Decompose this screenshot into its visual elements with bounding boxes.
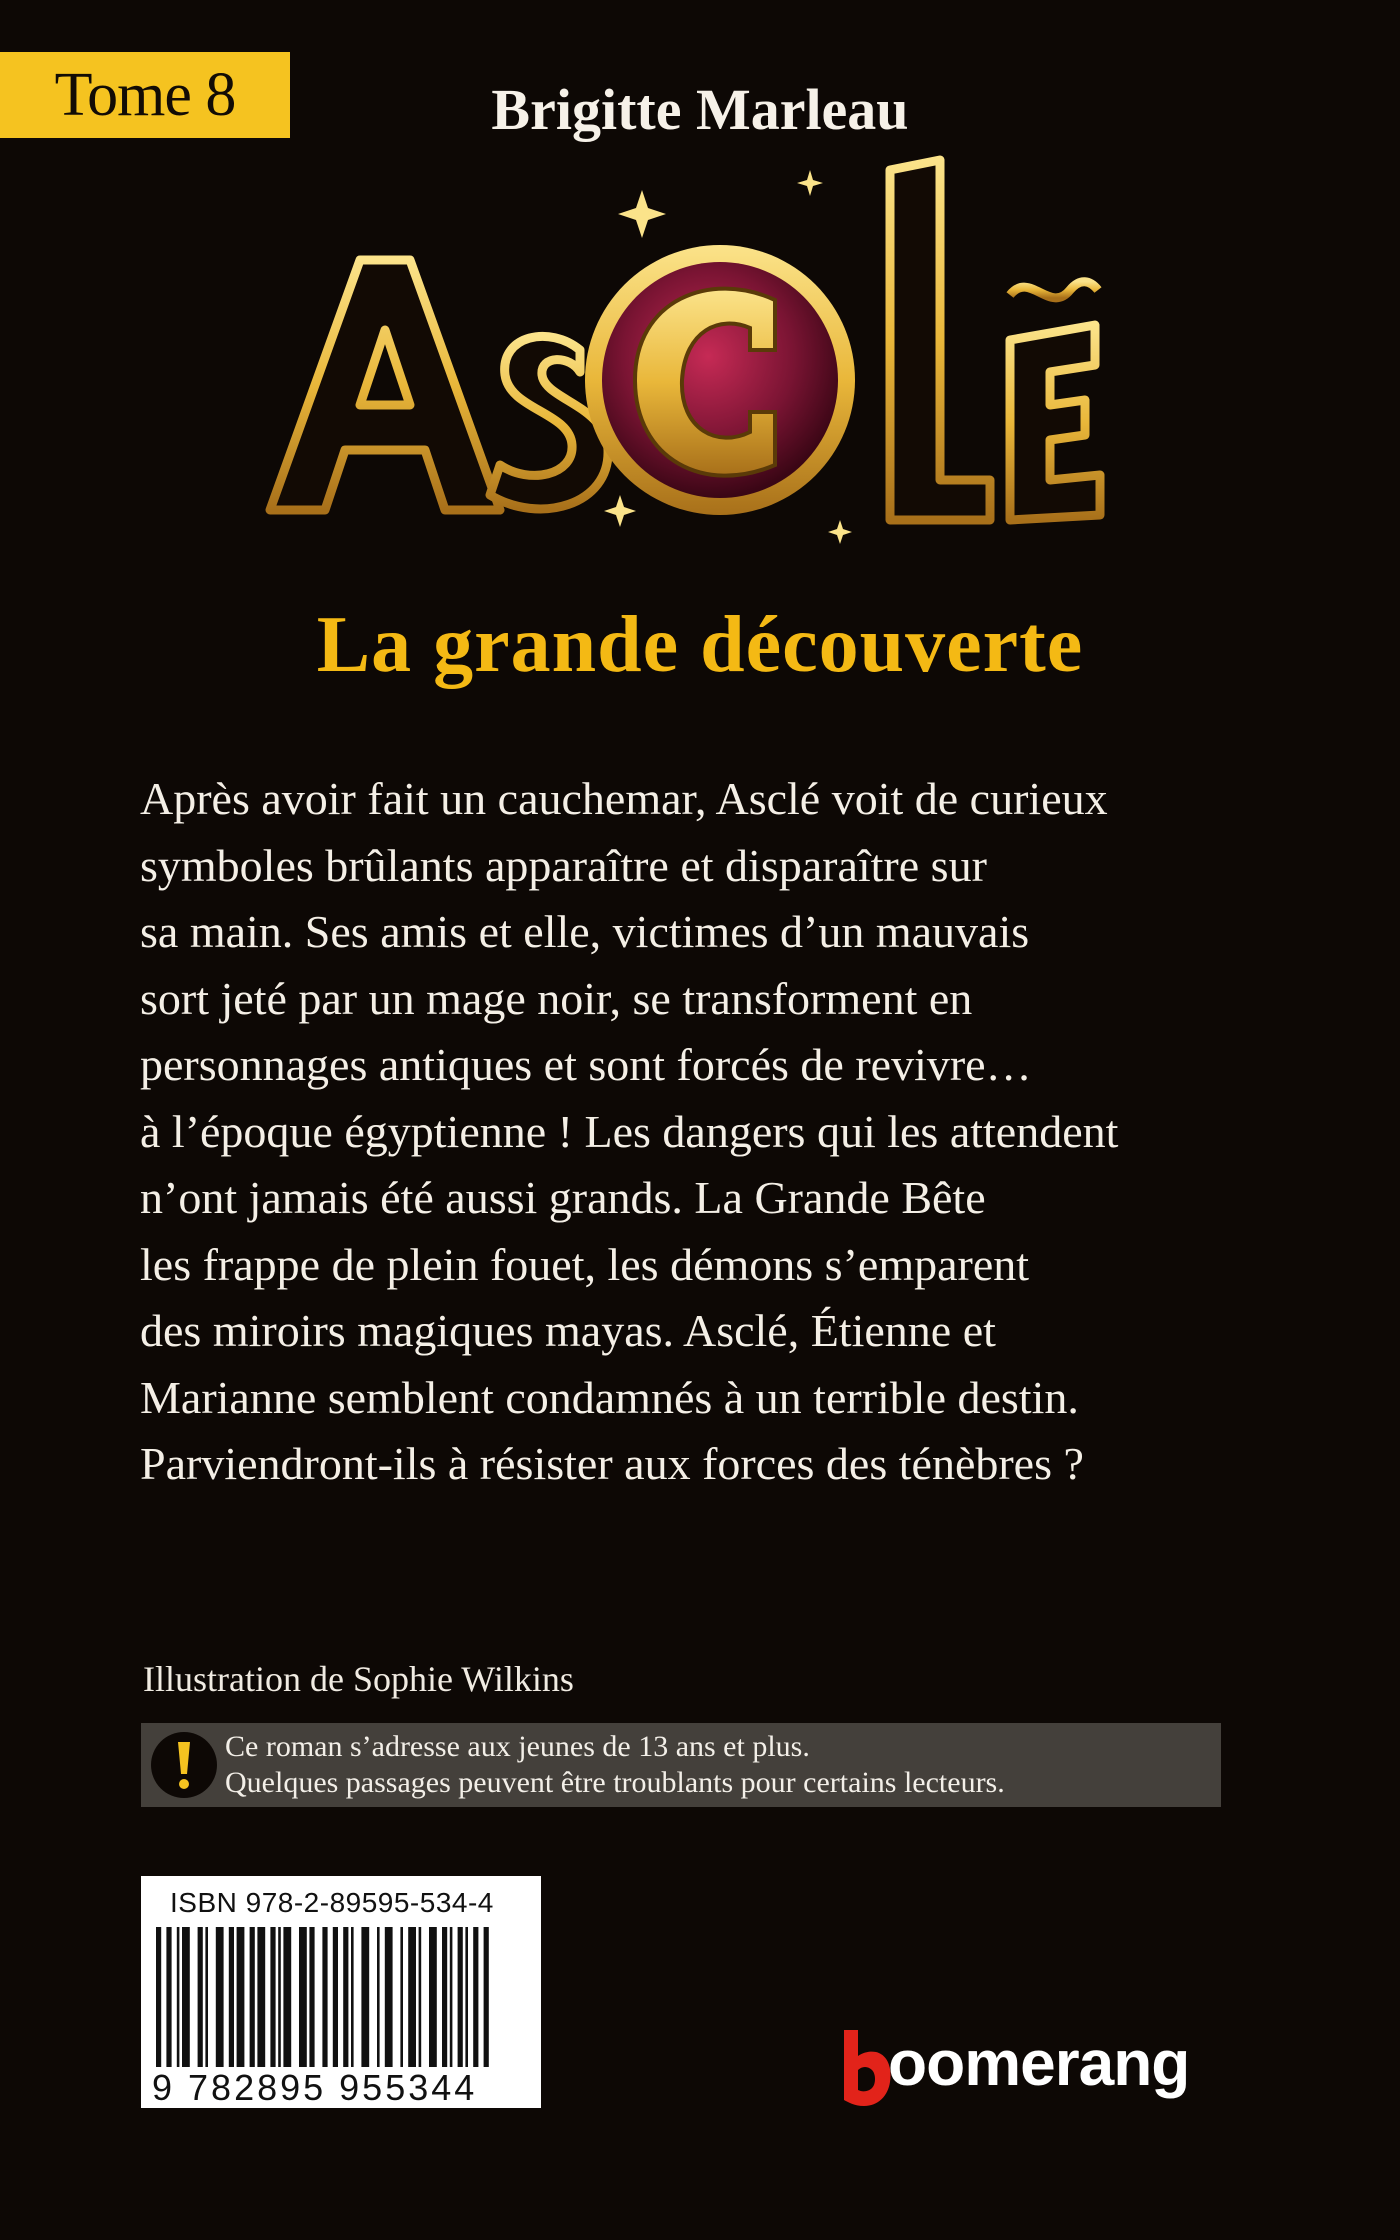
barcode-bar: [465, 1927, 468, 2067]
illustration-credit: Illustration de Sophie Wilkins: [143, 1659, 574, 1699]
barcode-bar: [442, 1927, 447, 2067]
warning-line-2: Quelques passages peuvent être troublants pour certains lecteurs.: [225, 1766, 1005, 1799]
barcode-bar: [408, 1927, 416, 2067]
logo-letter-e: [1010, 282, 1100, 520]
warning-line-1: Ce roman s’adresse aux jeunes de 13 ans et plus.: [225, 1730, 810, 1763]
back-cover-blurb: Après avoir fait un cauchemar, Asclé voit de curieux symboles brûlants apparaître et disparaître sur sa main. Ses amis et elle, victimes d’un mauvais sort jeté par un mage noir, se transforment en personnages antiques et sont forcés de revivre… à l’époque égyptienne ! Les dangers qui les attendent n’ont jamais été aussi grands. La Grande Bête les frappe de plein fouet, les démons s’emparent des miroirs magiques mayas. Asclé, Étienne et Marianne semblent condamnés à un terrible destin. Parviendront-ils à résister aux forces des ténèbres ?: [140, 773, 1119, 1489]
barcode-bar: [216, 1927, 224, 2067]
barcode-bar: [343, 1927, 348, 2067]
barcode-bar: [377, 1927, 380, 2067]
barcode-bar: [322, 1927, 327, 2067]
barcode-bar: [250, 1927, 255, 2067]
barcode-bar: [166, 1927, 171, 2067]
tome-label: Tome 8: [54, 60, 236, 129]
barcode-bar: [205, 1927, 208, 2067]
publisher-b-mark: [840, 2030, 892, 2106]
series-logo: [250, 150, 1110, 570]
barcode-bar: [450, 1927, 453, 2067]
barcode-bar: [198, 1927, 203, 2067]
barcode-bar: [299, 1927, 307, 2067]
barcode-bar: [361, 1927, 369, 2067]
warning-text: [225, 1729, 1005, 1801]
logo-letter-a: [270, 260, 500, 510]
barcode-bar: [484, 1927, 489, 2067]
barcode-bar: [473, 1927, 478, 2067]
barcode-bar: [229, 1927, 234, 2067]
exclamation-icon: [149, 1730, 219, 1800]
barcode-bar: [400, 1927, 403, 2067]
author-name: Brigitte Marleau: [491, 77, 909, 142]
barcode-bar: [429, 1927, 437, 2067]
barcode-bar: [419, 1927, 422, 2067]
barcode-bar: [333, 1927, 338, 2067]
publisher-logo: [840, 2018, 1240, 2118]
barcode-bar: [182, 1927, 190, 2067]
age-warning-box: [141, 1723, 1221, 1807]
barcode-bar: [177, 1927, 180, 2067]
barcode-bar: [283, 1927, 291, 2067]
logo-gem-c: [585, 245, 855, 515]
barcode-bar: [351, 1927, 354, 2067]
barcode-bar: [257, 1927, 265, 2067]
barcode-bar: [270, 1927, 275, 2067]
barcode-bars: [152, 1927, 536, 2067]
barcode-bar: [385, 1927, 393, 2067]
barcode-bar: [278, 1927, 281, 2067]
barcode-bar: [156, 1927, 161, 2067]
isbn-barcode: [141, 1876, 541, 2108]
publisher-name: oomerang: [888, 2027, 1190, 2099]
tome-badge: [0, 52, 290, 138]
barcode-bar: [458, 1927, 463, 2067]
logo-letter-l: [890, 160, 990, 520]
barcode-bar: [309, 1927, 314, 2067]
book-subtitle: La grande découverte: [316, 601, 1084, 689]
barcode-bar: [237, 1927, 245, 2067]
isbn-label: ISBN 978-2-89595-534-4: [170, 1887, 494, 1918]
isbn-digits: 9 782895 955344: [152, 2067, 478, 2108]
